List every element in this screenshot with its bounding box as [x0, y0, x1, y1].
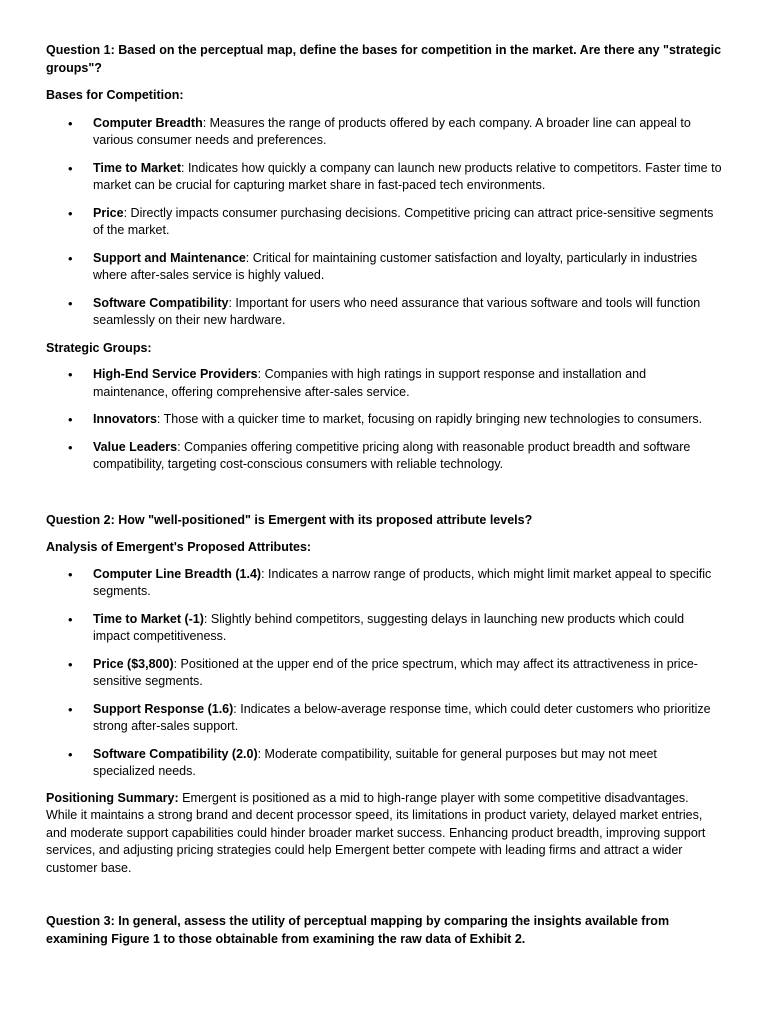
list-item-term: Computer Breadth	[93, 115, 203, 130]
question-1-title: Question 1: Based on the perceptual map, define the bases for competition in the market. Are there any "strategic groups"?	[46, 43, 722, 75]
list-item	[46, 250, 722, 285]
list-item	[46, 205, 722, 240]
list-item-text: : Critical for maintaining customer satisfaction and loyalty, particularly in industries where after-sales service is highly valued.	[93, 250, 698, 282]
list-item-text: : Moderate compatibility, suitable for general purposes but may not meet specialized needs.	[93, 746, 657, 778]
list-item-term: Support Response (1.6)	[93, 701, 234, 716]
list-item-term: High-End Service Providers	[93, 367, 258, 381]
positioning-summary	[46, 790, 722, 878]
strategic-groups-heading: Strategic Groups:	[46, 340, 152, 355]
list-item-text: : Directly impacts consumer purchasing decisions. Competitive pricing can attract price-sensitive segments of the market.	[93, 205, 714, 237]
list-item	[46, 656, 722, 691]
list-item-text: : Important for users who need assurance that various software and tools will function seamlessly on their new hardware.	[93, 295, 701, 327]
list-item	[46, 115, 722, 150]
list-item-text: : Slightly behind competitors, suggesting delays in launching new products which could impact competitiveness.	[93, 611, 685, 643]
list-item-term: Software Compatibility (2.0)	[93, 746, 258, 761]
list-item-text: : Companies offering competitive pricing along with reasonable product breadth and software compatibility, targeting cost-conscious consumers with reliable technology.	[93, 439, 691, 471]
list-item-text: : Indicates a below-average response time, which could deter customers who prioritize strong after-sales support.	[93, 701, 711, 733]
bases-heading: Bases for Competition:	[46, 88, 184, 102]
list-item-text: : Indicates how quickly a company can launch new products relative to competitors. Faster time to market can be crucial for capturing market share in fast-paced tech environments.	[93, 160, 722, 192]
list-item-text: : Companies with high ratings in support response and installation and maintenance, offering comprehensive after-sales service.	[93, 367, 647, 399]
list-item-term: Innovators	[93, 412, 157, 426]
list-item	[46, 746, 722, 781]
list-item-term: Time to Market (-1)	[93, 611, 204, 626]
list-item	[46, 701, 722, 736]
list-item	[46, 611, 722, 646]
list-item-text: : Indicates a narrow range of products, which might limit market appeal to specific segments.	[93, 566, 712, 598]
list-item	[46, 160, 722, 195]
list-item-term: Price	[93, 205, 124, 220]
question-2-title: Question 2: How "well-positioned" is Emergent with its proposed attribute levels?	[46, 512, 533, 527]
list-item	[46, 439, 722, 474]
list-item-term: Price ($3,800)	[93, 656, 174, 671]
list-item	[46, 411, 722, 429]
list-item-term: Value Leaders	[93, 439, 178, 454]
list-item	[46, 566, 722, 601]
bases-list	[46, 115, 722, 330]
list-item	[46, 366, 722, 401]
list-item-term: Time to Market	[93, 160, 181, 175]
attributes-list	[46, 566, 722, 781]
list-item-term: Support and Maintenance	[93, 250, 246, 265]
positioning-summary-text: Emergent is positioned as a mid to high-range player with some competitive disadvantages. While it maintains a strong brand and decent processor speed, its limitations in product variety, delayed market entries, and moderate support capabilities could hinder broader market success. Enhancing product breadth, improving support services, and adjusting pricing strategies could help Emergent better compete with leading firms and attract a wider customer base.	[46, 790, 706, 875]
list-item-text: : Positioned at the upper end of the price spectrum, which may affect its attractiveness in price-sensitive segments.	[93, 656, 698, 688]
list-item-text: : Those with a quicker time to market, focusing on rapidly bringing new technologies to consumers.	[156, 412, 703, 426]
list-item-term: Computer Line Breadth (1.4)	[93, 566, 262, 581]
strategic-groups-list	[46, 366, 722, 474]
analysis-heading: Analysis of Emergent's Proposed Attributes:	[46, 540, 312, 554]
list-item	[46, 295, 722, 330]
list-item-term: Software Compatibility	[93, 295, 229, 310]
positioning-summary-label: Positioning Summary:	[46, 790, 179, 805]
question-3-title: Question 3: In general, assess the utility of perceptual mapping by comparing the insights available from examining Figure 1 to those obtainable from examining the raw data of Exhibit 2.	[46, 914, 670, 946]
list-item-text: : Measures the range of products offered by each company. A broader line can appeal to various consumer needs and preferences.	[93, 115, 691, 147]
